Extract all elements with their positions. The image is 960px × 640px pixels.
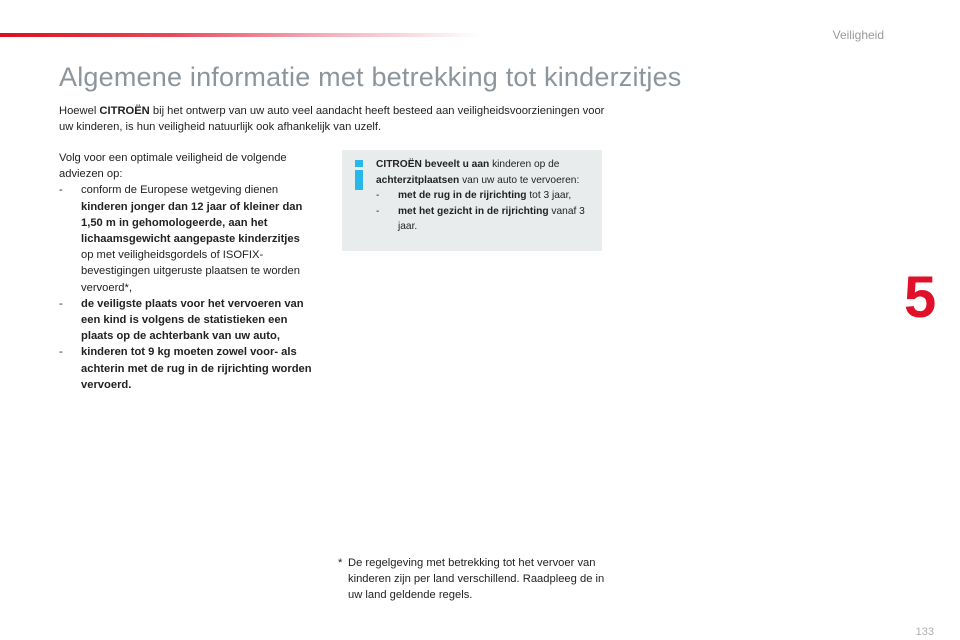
info-text-span: van uw auto te vervoeren: bbox=[459, 174, 580, 186]
list-item-text: op met veiligheidsgordels of ISOFIX-bevestigingen uitgeruste plaatsen te worden vervoerd*, bbox=[81, 249, 300, 294]
info-list bbox=[376, 188, 600, 235]
list-dash: - bbox=[59, 346, 63, 359]
list-item-bold: kinderen jonger dan 12 jaar of kleiner dan 1,50 m in gehomologeerde, aan het lichaamsgewicht aangepaste kinderzitjes bbox=[81, 200, 303, 246]
info-lead bbox=[376, 157, 600, 188]
list-item-bold: kinderen tot 9 kg moeten zowel voor- als achterin met de rug in de rijrichting worden vervoerd. bbox=[81, 346, 312, 391]
list-item bbox=[376, 204, 600, 235]
intro-brand: CITROËN bbox=[99, 105, 150, 117]
list-item-text: vanaf 3 jaar. bbox=[398, 205, 585, 233]
intro-paragraph bbox=[59, 103, 619, 135]
advice-lead: Volg voor een optimale veiligheid de volgende adviezen op: bbox=[59, 152, 287, 181]
info-bold: CITROËN beveelt u aan bbox=[376, 159, 490, 170]
page-number: 133 bbox=[915, 626, 934, 638]
list-item-bold: de veiligste plaats voor het vervoeren van een kind is volgens de statistieken een plaats op de achterbank van uw auto, bbox=[81, 297, 304, 343]
header-accent-bar bbox=[0, 33, 480, 37]
info-bold: achterzitplaatsen bbox=[376, 174, 460, 186]
list-item bbox=[376, 188, 600, 204]
footnote-marker: * bbox=[338, 557, 343, 569]
info-text-span: kinderen op de bbox=[489, 159, 560, 170]
advice-column bbox=[59, 150, 315, 393]
page-title: Algemene informatie met betrekking tot kinderzitjes bbox=[59, 62, 682, 92]
info-icon bbox=[352, 160, 366, 190]
footnote bbox=[338, 555, 618, 603]
list-item bbox=[59, 344, 315, 393]
list-dash: - bbox=[59, 184, 63, 197]
list-dash: - bbox=[376, 205, 380, 217]
section-label: Veiligheid bbox=[832, 28, 884, 42]
chapter-number: 5 bbox=[904, 265, 937, 330]
list-dash: - bbox=[59, 297, 63, 310]
list-item bbox=[59, 182, 315, 295]
list-item-bold: met het gezicht in de rijrichting bbox=[398, 205, 549, 217]
list-item-text: tot 3 jaar, bbox=[526, 190, 572, 202]
intro-text-post: bij het ontwerp van uw auto veel aandacht heeft besteed aan veiligheidsvoorzieningen voor uw kinderen, is hun veiligheid natuurlijk ook afhankelijk van uzelf. bbox=[59, 105, 605, 133]
advice-list bbox=[59, 182, 315, 393]
info-box bbox=[342, 150, 602, 251]
list-item-text: conform de Europese wetgeving dienen bbox=[81, 184, 279, 197]
footnote-text: De regelgeving met betrekking tot het vervoer van kinderen zijn per land verschillend. Raadpleeg de in uw land geldende regels. bbox=[348, 557, 605, 601]
info-text bbox=[376, 157, 600, 235]
intro-text-pre: Hoewel bbox=[59, 105, 100, 117]
list-item-bold: met de rug in de rijrichting bbox=[398, 190, 527, 202]
list-item bbox=[59, 296, 315, 345]
list-dash: - bbox=[376, 190, 380, 202]
